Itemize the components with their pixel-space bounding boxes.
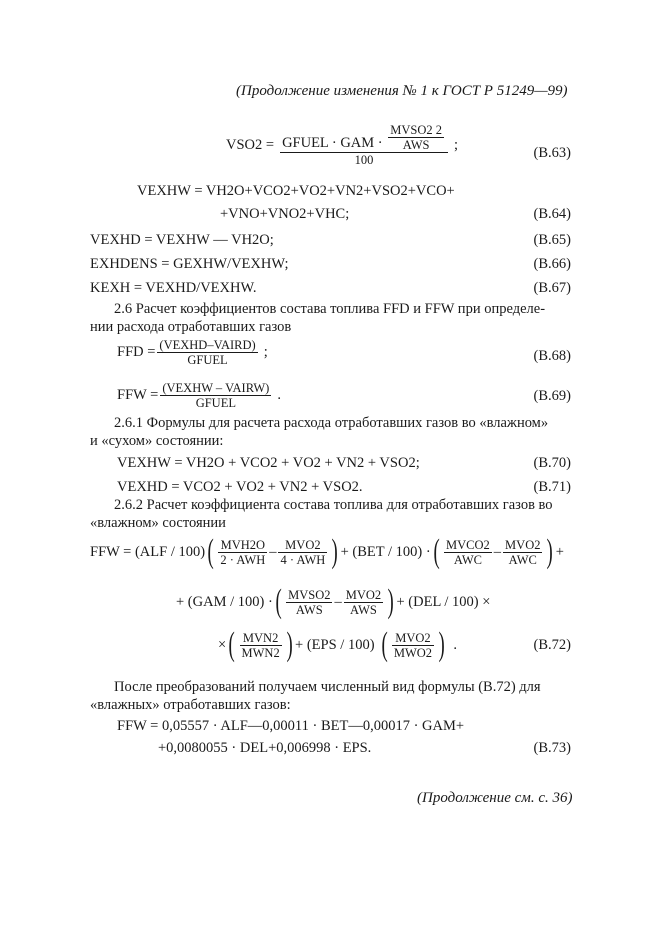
- paren-close: ): [387, 583, 394, 620]
- paren-close: ): [286, 626, 293, 663]
- numerator: MVN2: [240, 631, 282, 646]
- text-line: и «сухом» состоянии:: [90, 433, 224, 449]
- equation-b70: VEXHW = VH2O + VCO2 + VO2 + VN2 + VSO2;: [117, 455, 420, 471]
- denominator: 100: [354, 153, 374, 167]
- text-line: После преобразований получаем численный вид формулы (B.72) для: [114, 679, 541, 695]
- denominator: MWN2: [241, 645, 280, 660]
- eq-text: + (GAM / 100) ·: [176, 593, 273, 610]
- eq-label: (B.66): [533, 256, 571, 272]
- numerator: MVSO2 2: [390, 123, 442, 137]
- paren-open: (: [381, 626, 388, 663]
- fraction: [157, 338, 257, 367]
- text-line: 2.6.2 Расчет коэффициента состава топлива для отработавших газов во: [114, 497, 553, 513]
- equation-b69: [117, 381, 281, 410]
- equation-b63: [226, 123, 458, 167]
- paren-open: (: [228, 626, 235, 663]
- equation-b73-line1: FFW = 0,05557 · ALF—0,00011 · BET—0,00017 · GAM+: [117, 718, 465, 734]
- paragraph-after-b72: [90, 678, 572, 714]
- eq-label: (B.69): [533, 388, 571, 404]
- minus-sign: –: [269, 543, 277, 560]
- fraction: [344, 588, 383, 617]
- eq-text: ×: [218, 636, 227, 653]
- eq-text: + (BET / 100) ·: [340, 543, 431, 560]
- numerator: MVCO2: [446, 537, 490, 552]
- eq-lhs: FFW =: [117, 387, 159, 403]
- numerator: MVO2: [392, 631, 434, 646]
- denominator: AWS: [350, 602, 377, 617]
- eq-label: (B.71): [533, 479, 571, 495]
- paren-open: (: [433, 533, 440, 570]
- equation-b65: VEXHD = VEXHW — VH2O;: [90, 232, 274, 248]
- eq-label: (B.72): [533, 637, 571, 653]
- page-footer: (Продолжение см. с. 36): [417, 790, 573, 806]
- denominator: AWS: [402, 138, 430, 152]
- denominator: AWS: [295, 602, 323, 617]
- denominator: GFUEL: [187, 353, 228, 367]
- eq-label: (B.64): [533, 206, 571, 222]
- denominator: AWC: [508, 552, 537, 567]
- fraction: [444, 538, 492, 567]
- paren-open: (: [275, 583, 282, 620]
- text-line: 2.6.1 Формулы для расчета расхода отработавших газов во «влажном»: [114, 415, 549, 431]
- text-line: «влажном» состоянии: [90, 515, 226, 531]
- equation-b72-line1: [90, 533, 564, 570]
- paragraph-2-6-1: [90, 414, 572, 450]
- paren-open: (: [207, 533, 214, 570]
- eq-lhs: FFD =: [117, 344, 156, 360]
- eq-label: (B.67): [533, 280, 571, 296]
- eq-text: + (DEL / 100) ×: [396, 593, 491, 610]
- minus-sign: –: [334, 593, 342, 610]
- paren-close: ): [547, 533, 554, 570]
- numerator: MVO2: [345, 587, 382, 602]
- fraction: [218, 538, 267, 567]
- equation-b72-line3: [218, 626, 458, 663]
- equation-b73-line2: +0,0080055 · DEL+0,006998 · EPS.: [158, 740, 372, 756]
- numerator: MVO2: [278, 538, 327, 553]
- equation-b64-line1: VEXHW = VH2O+VCO2+VO2+VN2+VSO2+VCO+: [137, 183, 455, 199]
- eq-text: FFW = (ALF / 100): [90, 543, 206, 560]
- paragraph-2-6-2: [90, 496, 572, 532]
- minus-sign: –: [493, 543, 502, 560]
- fraction: [160, 381, 271, 410]
- eq-label: (B.63): [533, 145, 571, 161]
- numerator: MVO2: [505, 537, 541, 552]
- fraction: [278, 538, 327, 567]
- fraction: [240, 631, 282, 660]
- eq-lhs: VSO2 =: [226, 136, 275, 153]
- paragraph-2-6: [90, 300, 572, 336]
- equation-b64-line2: +VNO+VNO2+VHC;: [220, 206, 350, 222]
- text-line: «влажных» отработавших газов:: [90, 697, 291, 713]
- numerator: (VEXHD–VAIRD): [159, 338, 256, 352]
- eq-label: (B.65): [533, 232, 571, 248]
- eq-label: (B.73): [533, 740, 571, 756]
- eq-label: (B.70): [533, 455, 571, 471]
- numerator: (VEXHW – VAIRW): [162, 381, 270, 395]
- text-line: нии расхода отработавших газов: [90, 319, 292, 335]
- numerator-text: GFUEL · GAM ·: [282, 135, 383, 151]
- paren-close: ): [331, 533, 339, 570]
- fraction: [280, 123, 448, 167]
- paren-close: ): [438, 626, 445, 663]
- equation-b66: EXHDENS = GEXHW/VEXHW;: [90, 256, 289, 272]
- eq-label: (B.68): [533, 348, 571, 364]
- equation-b67: KEXH = VEXHD/VEXHW.: [90, 280, 257, 296]
- page-header: (Продолжение изменения № 1 к ГОСТ Р 51249—99): [236, 83, 568, 99]
- eq-text: +: [555, 543, 564, 560]
- numerator: MVSO2: [288, 587, 331, 602]
- denominator: MWO2: [393, 645, 433, 660]
- fraction: [503, 538, 542, 567]
- eq-text: .: [453, 636, 458, 653]
- equation-b72-line2: [176, 583, 491, 620]
- fraction: [392, 631, 434, 660]
- denominator: 4 · AWH: [280, 552, 326, 567]
- equation-b68: [117, 338, 268, 367]
- eq-text: + (EPS / 100): [295, 636, 375, 653]
- eq-tail: ;: [263, 344, 268, 360]
- denominator: AWC: [453, 552, 482, 567]
- equation-b71: VEXHD = VCO2 + VO2 + VN2 + VSO2.: [117, 479, 363, 495]
- eq-tail: ;: [454, 136, 459, 153]
- text-line: 2.6 Расчет коэффициентов состава топлива FFD и FFW при определе-: [114, 301, 546, 317]
- eq-tail: .: [277, 387, 281, 403]
- numerator: MVH2O: [218, 538, 267, 553]
- denominator: GFUEL: [195, 396, 236, 410]
- fraction: [286, 588, 332, 617]
- inner-fraction: [388, 123, 444, 152]
- denominator: 2 · AWH: [220, 552, 266, 567]
